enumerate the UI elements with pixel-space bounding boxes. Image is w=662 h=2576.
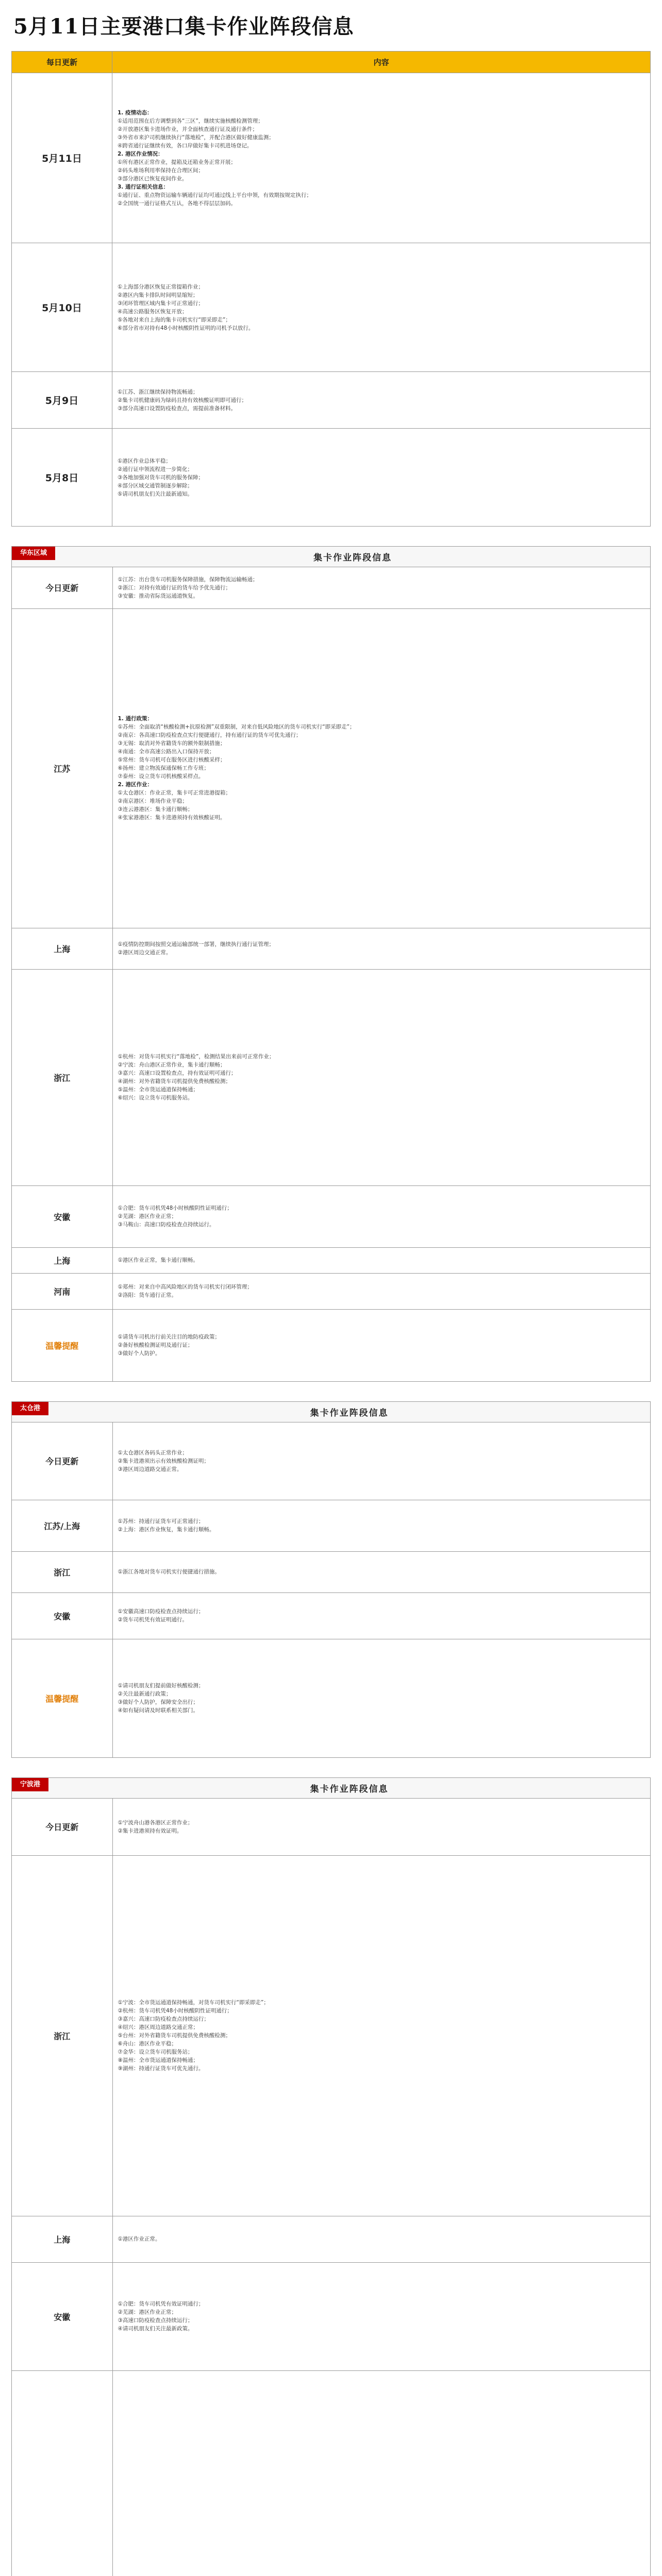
content-line: ③嘉兴：高速口设置检查点，持有效证明可通行； xyxy=(118,1070,237,1076)
row-content xyxy=(112,1551,650,1592)
table-row xyxy=(12,1799,650,1855)
content-line: ④高速公路服务区恢复开放； xyxy=(118,308,188,315)
table-row xyxy=(12,1247,650,1273)
content-line: ②芜湖：港区作业正常； xyxy=(118,1213,177,1219)
content-line: ①港区作业正常。 xyxy=(118,2236,161,2242)
region-table xyxy=(12,1799,650,2576)
content-line: ②货车司机凭有效证明通行。 xyxy=(118,1617,188,1623)
table-row xyxy=(12,608,650,928)
content-line: ②芜湖：港区作业正常； xyxy=(118,2309,177,2315)
content-line: 3. 通行证相关信息： xyxy=(118,183,169,190)
row-content xyxy=(112,608,650,928)
content-line: ③马鞍山：高速口防疫检查点持续运行。 xyxy=(118,1222,215,1228)
row-region: 温馨提醒 xyxy=(12,1309,112,1381)
content-line: ①苏州：全面取消“核酸检测+抗原检测”双重限制，对来自低风险地区的货车司机实行“即采即走”； xyxy=(118,724,355,730)
port-tag: 太仓港 xyxy=(12,1402,48,1415)
row-region: 浙江 xyxy=(12,969,112,1185)
content-line: ③各地加强对货车司机的服务保障； xyxy=(118,474,204,481)
row-date: 5月9日 xyxy=(12,372,112,429)
row-content xyxy=(112,1185,650,1247)
content-line: ④如有疑问请及时联系相关部门。 xyxy=(118,1707,198,1714)
content-line: ④请司机朋友们关注最新政策。 xyxy=(118,2326,193,2332)
content-line: ①合肥：货车司机凭有效证明通行； xyxy=(118,2301,204,2307)
content-line: ①所有港区正常作业，提箱及还箱业务正常开展； xyxy=(118,159,236,165)
row-content xyxy=(112,2262,650,2370)
content-line: ③港区周边道路交通正常。 xyxy=(118,1466,183,1472)
content-line: ②宁波：舟山港区正常作业，集卡通行顺畅； xyxy=(118,1062,226,1068)
table-row xyxy=(12,73,651,243)
content-line: ①请司机朋友们提前做好核酸检测； xyxy=(118,1683,204,1689)
content-line: ③连云港港区：集卡通行顺畅； xyxy=(118,806,193,812)
content-line: ⑤台州：对外省籍货车司机提供免费核酸检测； xyxy=(118,2032,231,2039)
content-line: ⑧温州：全市货运通道保持畅通； xyxy=(118,2057,198,2063)
content-line: ⑤常州：货车司机可在服务区进行核酸采样； xyxy=(118,757,226,763)
content-line: ②通行证申领流程进一步简化； xyxy=(118,466,193,472)
row-region: 今日更新 xyxy=(12,1799,112,1855)
content-line: ①江苏：出台货车司机服务保障措施，保障物流运输畅通； xyxy=(118,576,258,583)
row-region: 浙江 xyxy=(12,1855,112,2216)
content-line: ③高速口防疫检查点持续运行； xyxy=(118,2317,193,2324)
row-content xyxy=(112,1592,650,1639)
content-line: ①浙江各地对货车司机实行便捷通行措施。 xyxy=(118,1569,220,1575)
table-row xyxy=(12,928,650,969)
table-row xyxy=(12,1855,650,2216)
content-line: ①江苏、浙江继续保持物流畅通； xyxy=(118,388,198,395)
content-line: ②港区周边交通正常。 xyxy=(118,950,172,956)
row-content xyxy=(112,1422,650,1500)
page-title: 5月11日主要港口集卡作业阵段信息 xyxy=(13,14,354,39)
row-content xyxy=(112,2370,650,2576)
row-date: 5月8日 xyxy=(12,429,112,527)
content-line: ②港区内集卡排队时间明显缩短； xyxy=(118,292,198,298)
table-row xyxy=(12,243,651,372)
content-line: ③做好个人防护。 xyxy=(118,1350,161,1357)
region-block-ningbo xyxy=(11,1777,651,2576)
table-row xyxy=(12,1309,650,1381)
table-row xyxy=(12,1500,650,1551)
region-table xyxy=(12,567,650,1381)
content-line: ④部分区域交通管制逐步解除； xyxy=(118,482,193,489)
content-line: ②集卡进港须持有效证明。 xyxy=(118,1827,183,1834)
row-content xyxy=(112,969,650,1185)
port-tag: 宁波港 xyxy=(12,1778,48,1791)
content-line: ①通行证、重点物资运输车辆通行证均可通过线上平台申领，有效期按规定执行； xyxy=(118,192,312,198)
content-line: ①上海部分港区恢复正常提箱作业； xyxy=(118,283,204,290)
row-region: 安徽 xyxy=(12,1592,112,1639)
row-region: 江苏 xyxy=(12,608,112,928)
table-row xyxy=(12,1592,650,1639)
content-line: ①安徽高速口防疫检查点持续运行； xyxy=(118,1608,204,1615)
row-region: 今日更新 xyxy=(12,567,112,608)
content-line: ③部分高速口设置防疫检查点，需提前准备材料。 xyxy=(118,405,236,412)
daily-update-body xyxy=(12,73,651,527)
content-line: ②洛阳：货车通行正常。 xyxy=(118,1292,177,1298)
content-line: ④张家港港区：集卡进港须持有效核酸证明。 xyxy=(118,815,226,821)
row-region: 河南 xyxy=(12,1273,112,1309)
content-line: ②杭州：货车司机凭48小时核酸阴性证明通行； xyxy=(118,2008,233,2014)
content-line: ③做好个人防护，保障安全出行； xyxy=(118,1699,198,1706)
port-tag: 华东区域 xyxy=(12,547,55,560)
block-header xyxy=(12,1778,650,1799)
content-line: ①杭州：对货车司机实行“落地检”，检测结果出来前可正常作业； xyxy=(118,1054,275,1060)
content-line: 2. 港区作业： xyxy=(118,782,153,788)
content-line: ②集卡进港须出示有效核酸检测证明； xyxy=(118,1458,209,1464)
row-content xyxy=(112,2216,650,2262)
row-content xyxy=(112,928,650,969)
table-row xyxy=(12,2216,650,2262)
content-line: ①港区作业总体平稳； xyxy=(118,457,171,464)
row-region: 上海 xyxy=(12,2216,112,2262)
content-line: ①请货车司机出行前关注目的地防疫政策； xyxy=(118,1334,220,1341)
table-row xyxy=(12,1551,650,1592)
table-row xyxy=(12,429,651,527)
content-line: 1. 通行政策： xyxy=(118,716,153,722)
content-line: ②南京：各高速口防疫检查点实行便捷通行，持有通行证的货车可优先通行； xyxy=(118,732,302,738)
row-region: 江苏/上海 xyxy=(12,1500,112,1551)
table-row xyxy=(12,372,651,429)
content-line: ⑥舟山：港区作业平稳； xyxy=(118,2041,177,2047)
content-line: ⑤请司机朋友们关注最新通知。 xyxy=(118,490,193,497)
content-line: ⑨湖州：持通行证货车可优先通行。 xyxy=(118,2065,204,2072)
header-date: 每日更新 xyxy=(12,52,112,73)
region-table xyxy=(12,1422,650,1757)
block-title: 集卡作业阵段信息 xyxy=(313,553,392,563)
row-content xyxy=(112,1639,650,1757)
row-content xyxy=(112,1273,650,1309)
row-region: 浙江 xyxy=(12,1551,112,1592)
table-row xyxy=(12,567,650,608)
row-content xyxy=(112,1309,650,1381)
content-line: ②码头堆场利用率保持在合理区间； xyxy=(118,167,204,174)
table-row xyxy=(12,1639,650,1757)
content-line: ⑥扬州：建立物流保通保畅工作专班； xyxy=(118,765,209,771)
content-line: ②开放港区集卡进场作业，并全面核查通行证及通行条件； xyxy=(118,126,258,132)
row-region: 上海 xyxy=(12,1247,112,1273)
row-region xyxy=(12,2370,112,2576)
content-line: ④跨省通行证继续有效，各口岸做好集卡司机进场登记。 xyxy=(118,142,253,149)
content-line: ①合肥：货车司机凭48小时核酸阴性证明通行； xyxy=(118,1205,233,1211)
row-content xyxy=(112,243,651,372)
content-line: ①太仓港区各码头正常作业； xyxy=(118,1449,188,1456)
content-line: ④湖州：对外省籍货车司机提供免费核酸检测； xyxy=(118,1078,231,1084)
content-line: ①郑州：对来自中高风险地区的货车司机实行闭环管理； xyxy=(118,1284,253,1290)
row-content xyxy=(112,1500,650,1551)
row-content xyxy=(112,1247,650,1273)
content-line: ⑦泰州：设立货车司机核酸采样点。 xyxy=(118,773,204,779)
content-line: ①适用范围在后方调整到各“三区”，继续实施核酸检测管理； xyxy=(118,117,263,124)
content-line: ①宁波：全市货运通道保持畅通，对货车司机实行“即采即走”； xyxy=(118,1999,269,2006)
content-line: ③部分港区已恢复夜间作业。 xyxy=(118,175,188,182)
row-date: 5月10日 xyxy=(12,243,112,372)
content-line: ③无锡：取消对外省籍货车的额外限制措施； xyxy=(118,740,226,747)
table-header-row xyxy=(12,52,651,73)
content-line: ③安徽：推动省际货运通道恢复。 xyxy=(118,592,198,599)
content-line: ⑤各地对来自上海的集卡司机实行“即采即走”； xyxy=(118,316,231,323)
content-line: ②浙江：对持有效通行证的货车给予优先通行； xyxy=(118,584,231,591)
content-line: ④绍兴：港区周边道路交通正常； xyxy=(118,2024,198,2030)
content-line: 1. 疫情动态： xyxy=(118,109,153,116)
content-line: ⑥部分省市对持有48小时核酸阴性证明的司机予以放行。 xyxy=(118,325,254,331)
block-header xyxy=(12,547,650,567)
content-line: ④南通：全市高速公路出入口保持开放； xyxy=(118,749,215,755)
content-line: ②集卡司机健康码为绿码且持有效核酸证明即可通行； xyxy=(118,397,247,403)
table-row xyxy=(12,969,650,1185)
row-content xyxy=(112,73,651,243)
block-title: 集卡作业阵段信息 xyxy=(310,1408,389,1418)
table-row xyxy=(12,1422,650,1500)
daily-update-table xyxy=(11,51,651,527)
content-line: ②全国统一通行证格式互认，各地不得层层加码。 xyxy=(118,200,236,207)
table-row xyxy=(12,2370,650,2576)
region-block-east xyxy=(11,546,651,1382)
row-region: 温馨提醒 xyxy=(12,1639,112,1757)
row-region: 安徽 xyxy=(12,2262,112,2370)
content-line: ⑥绍兴：设立货车司机服务站。 xyxy=(118,1095,193,1101)
region-block-taicang xyxy=(11,1401,651,1758)
header-content: 内容 xyxy=(112,52,651,73)
content-line: ⑤温州：全市货运通道保持畅通； xyxy=(118,1087,198,1093)
table-row xyxy=(12,1273,650,1309)
row-content xyxy=(112,372,651,429)
row-content xyxy=(112,1855,650,2216)
content-line: ②南京港区：堆场作业平稳； xyxy=(118,798,188,804)
row-content xyxy=(112,429,651,527)
content-line: ②备好核酸检测证明及通行证； xyxy=(118,1342,193,1349)
content-line: ①港区作业正常，集卡通行顺畅。 xyxy=(118,1257,198,1263)
content-line: ③外省市来沪司机继续执行“落地检”，并配合港区做好健康监测； xyxy=(118,134,274,141)
row-content xyxy=(112,567,650,608)
content-line: ⑦金华：设立货车司机服务站； xyxy=(118,2049,193,2055)
content-line: ③嘉兴：高速口防疫检查点持续运行； xyxy=(118,2016,209,2022)
row-region: 上海 xyxy=(12,928,112,969)
content-line: ③闭环管理区域内集卡可正常通行； xyxy=(118,300,204,307)
table-row xyxy=(12,1185,650,1247)
content-line: ②上海：港区作业恢复，集卡通行顺畅。 xyxy=(118,1527,215,1533)
row-content xyxy=(112,1799,650,1855)
content-line: ②关注最新通行政策； xyxy=(118,1691,172,1698)
row-date: 5月11日 xyxy=(12,73,112,243)
content-line: ①宁波舟山港各港区正常作业； xyxy=(118,1819,193,1826)
row-region: 今日更新 xyxy=(12,1422,112,1500)
content-line: ①苏州：持通行证货车可正常通行； xyxy=(118,1518,204,1524)
content-line: ①太仓港区：作业正常，集卡可正常进港提箱； xyxy=(118,790,231,796)
block-title: 集卡作业阵段信息 xyxy=(310,1784,389,1794)
table-row xyxy=(12,2262,650,2370)
row-region: 安徽 xyxy=(12,1185,112,1247)
content-line: 2. 港区作业情况： xyxy=(118,150,163,157)
content-line: ①疫情防控期间按照交通运输部统一部署，继续执行通行证管理； xyxy=(118,941,274,947)
block-header xyxy=(12,1402,650,1422)
